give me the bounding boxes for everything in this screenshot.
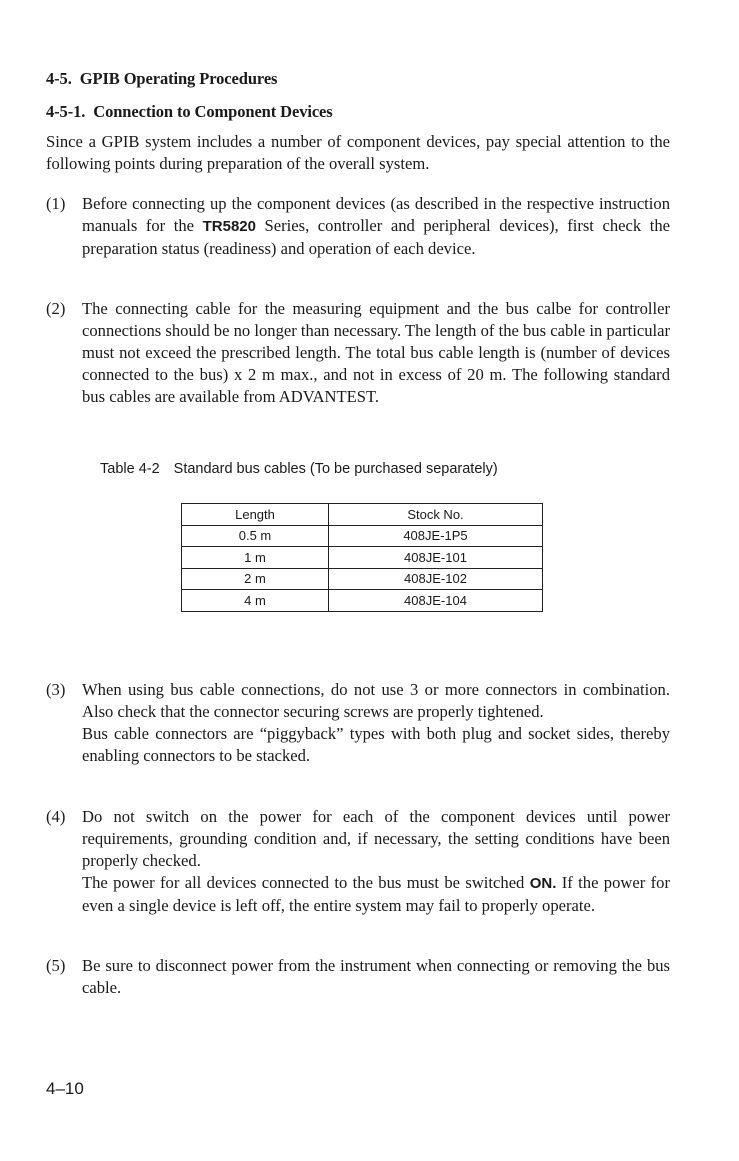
list-item-label: (3) — [46, 680, 66, 699]
section-heading — [46, 69, 277, 89]
list-item-label: (2) — [46, 299, 66, 318]
cell-length: 1 m — [182, 547, 329, 569]
section-number: 4-5. — [46, 69, 72, 88]
list-item-text: Before connecting up the component devices (as described in the respective instruction manuals for the — [82, 194, 670, 235]
cable-table — [181, 503, 543, 612]
list-item-body — [82, 955, 670, 999]
cell-stock-no: 408JE-102 — [329, 568, 543, 590]
table-row — [182, 547, 543, 569]
list-item-text: If the power for even a single device is left off, the entire system may fail to properly operate. — [82, 873, 670, 915]
table-row — [182, 568, 543, 590]
list-item-body — [82, 806, 670, 917]
cell-stock-no: 408JE-1P5 — [329, 525, 543, 547]
table-number: Table 4-2 — [100, 461, 160, 477]
list-item-body — [82, 679, 670, 767]
list-item-text: Be sure to disconnect power from the instrument when connecting or removing the bus cable. — [82, 956, 670, 997]
list-item-label: (4) — [46, 807, 66, 826]
model-name: TR5820 — [202, 218, 256, 235]
list-item-text: Series, controller and peripheral devices), first check the preparation status (readiness) and operation of each device. — [82, 216, 670, 258]
table-row — [182, 590, 543, 612]
table-caption-text: Standard bus cables (To be purchased separately) — [173, 461, 498, 477]
table-header-row — [182, 504, 543, 526]
list-item-text: The power for all devices connected to the bus must be switched — [82, 873, 530, 892]
list-item-label: (5) — [46, 956, 66, 975]
subsection-heading — [46, 102, 333, 122]
list-item-label: (1) — [46, 194, 66, 213]
list-item-text: Bus cable connectors are “piggyback” types with both plug and socket sides, thereby enabling connectors to be stacked. — [82, 724, 670, 765]
cell-stock-no: 408JE-104 — [329, 590, 543, 612]
column-header-length: Length — [182, 504, 329, 526]
table-caption — [100, 461, 498, 477]
subsection-number: 4-5-1. — [46, 102, 86, 121]
list-item-text: Do not switch on the power for each of the component devices until power requirements, grounding condition and, if necessary, the setting conditions have been properly checked. — [82, 807, 670, 870]
subsection-title: Connection to Component Devices — [93, 102, 333, 121]
page-number: 4–10 — [46, 1079, 84, 1098]
section-title: GPIB Operating Procedures — [79, 69, 278, 88]
list-item-body — [82, 298, 670, 408]
cell-length: 2 m — [182, 568, 329, 590]
table-row — [182, 525, 543, 547]
list-item-text: The connecting cable for the measuring equipment and the bus calbe for controller connections should be no longer than necessary. The length of the bus cable in particular must not exceed the prescribed length. The total bus cable length is (number of devices connected to the bus) x 2 m max., and not in excess of 20 m. The following standard bus cables are available from ADVANTEST. — [82, 299, 670, 406]
on-keyword: ON. — [529, 875, 557, 892]
list-item-body — [82, 193, 670, 260]
cell-length: 4 m — [182, 590, 329, 612]
column-header-stock-no: Stock No. — [329, 504, 543, 526]
cell-length: 0.5 m — [182, 525, 329, 547]
list-item-text: When using bus cable connections, do not use 3 or more connectors in combination. Also check that the connector securing screws are properly tightened. — [82, 680, 670, 721]
intro-paragraph: Since a GPIB system includes a number of component devices, pay special attention to the following points during preparation of the overall system. — [46, 132, 670, 173]
cell-stock-no: 408JE-101 — [329, 547, 543, 569]
